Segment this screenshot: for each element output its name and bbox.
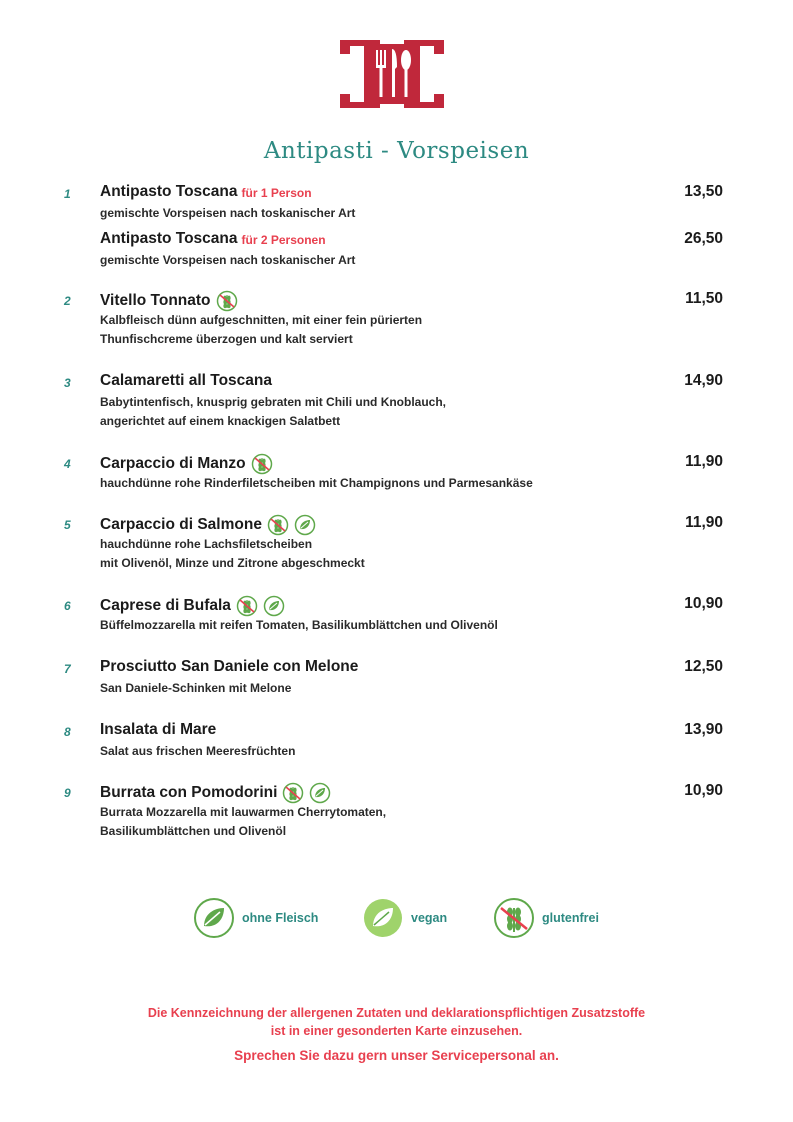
item-number: 5 <box>64 518 71 532</box>
item-number: 7 <box>64 662 71 676</box>
item-number: 8 <box>64 725 71 739</box>
item-number: 3 <box>64 376 71 390</box>
item-name-line <box>100 658 358 676</box>
item-description: hauchdünne rohe Lachsfiletscheiben <box>100 537 313 551</box>
item-name: Insalata di Mare <box>100 721 217 738</box>
item-name: Antipasto Toscana <box>100 230 238 247</box>
item-description: San Daniele-Schinken mit Melone <box>100 681 292 695</box>
item-name-line <box>100 183 312 201</box>
cutlery-logo-icon <box>338 34 446 114</box>
item-description: Salat aus frischen Meeresfrüchten <box>100 744 296 758</box>
item-name: Calamaretti all Toscana <box>100 372 273 389</box>
leaf-icon <box>263 595 285 617</box>
item-description: Kalbfleisch dünn aufgeschnitten, mit einer fein pürierten <box>100 313 423 327</box>
allergen-notice-line2: ist in einer gesonderten Karte einzusehen. <box>270 1024 523 1038</box>
item-name: Prosciutto San Daniele con Melone <box>100 658 359 675</box>
no-wheat-icon <box>251 453 273 475</box>
item-description: angerichtet auf einem knackigen Salatbett <box>100 414 341 428</box>
vegan-leaf-icon <box>361 896 405 940</box>
item-number: 4 <box>64 457 71 471</box>
leaf-icon <box>294 514 316 536</box>
item-description: Basilikumblättchen und Olivenöl <box>100 824 287 838</box>
item-price: 12,50 <box>684 658 723 675</box>
item-name-line <box>100 230 326 248</box>
item-price: 13,90 <box>684 721 723 738</box>
item-name: Caprese di Bufala <box>100 597 231 614</box>
item-number: 6 <box>64 599 71 613</box>
item-number: 2 <box>64 294 71 308</box>
item-name: Carpaccio di Salmone <box>100 516 262 533</box>
legend <box>0 896 793 944</box>
item-name-line <box>100 290 238 312</box>
allergen-notice-line1: Die Kennzeichnung der allergenen Zutaten und deklarationspflichtigen Zusatzstoffe <box>147 1006 646 1020</box>
item-name-line <box>100 372 272 390</box>
leaf-icon <box>309 782 331 804</box>
item-name: Vitello Tonnato <box>100 292 211 309</box>
item-price: 10,90 <box>684 782 723 799</box>
item-price: 10,90 <box>684 595 723 612</box>
item-number: 9 <box>64 786 71 800</box>
item-name-line <box>100 721 216 739</box>
item-name: Carpaccio di Manzo <box>100 455 246 472</box>
item-description: hauchdünne rohe Rinderfiletscheiben mit Champignons und Parmesankäse <box>100 476 533 490</box>
legend-glutenfrei <box>492 896 599 940</box>
item-description: Thunfischcreme überzogen und kalt serviert <box>100 332 353 346</box>
item-price: 11,90 <box>685 514 723 531</box>
item-description: gemischte Vorspeisen nach toskanischer Art <box>100 253 356 267</box>
legend-ohne-fleisch <box>192 896 318 940</box>
item-description: Büffelmozzarella mit reifen Tomaten, Basilikumblättchen und Olivenöl <box>100 618 498 632</box>
item-name: Antipasto Toscana <box>100 183 238 200</box>
item-price: 11,50 <box>685 290 723 307</box>
item-name-line <box>100 595 285 617</box>
no-wheat-icon <box>267 514 289 536</box>
item-number: 1 <box>64 187 71 201</box>
item-portion: für 1 Person <box>241 186 312 200</box>
item-name-line <box>100 453 273 475</box>
item-price: 13,50 <box>684 183 723 200</box>
allergen-notice-line3: Sprechen Sie dazu gern unser Servicepersonal an. <box>234 1048 559 1063</box>
page-title: Antipasti - Vorspeisen <box>263 138 530 164</box>
no-wheat-icon <box>236 595 258 617</box>
leaf-icon <box>192 896 236 940</box>
no-wheat-icon <box>282 782 304 804</box>
item-description: gemischte Vorspeisen nach toskanischer Art <box>100 206 356 220</box>
no-wheat-icon <box>492 896 536 940</box>
legend-label-ohne-fleisch: ohne Fleisch <box>242 911 319 925</box>
item-price: 14,90 <box>684 372 723 389</box>
item-name: Burrata con Pomodorini <box>100 784 278 801</box>
legend-label-glutenfrei: glutenfrei <box>542 911 599 925</box>
item-name-line <box>100 782 331 804</box>
item-description: mit Olivenöl, Minze und Zitrone abgeschmeckt <box>100 556 365 570</box>
item-price: 26,50 <box>684 230 723 247</box>
item-description: Burrata Mozzarella mit lauwarmen Cherrytomaten, <box>100 805 387 819</box>
item-description: Babytintenfisch, knusprig gebraten mit Chili und Knoblauch, <box>100 395 447 409</box>
item-price: 11,90 <box>685 453 723 470</box>
legend-label-vegan: vegan <box>411 911 448 925</box>
item-name-line <box>100 514 316 536</box>
legend-vegan <box>361 896 447 940</box>
item-portion: für 2 Personen <box>241 233 326 247</box>
no-wheat-icon <box>216 290 238 312</box>
